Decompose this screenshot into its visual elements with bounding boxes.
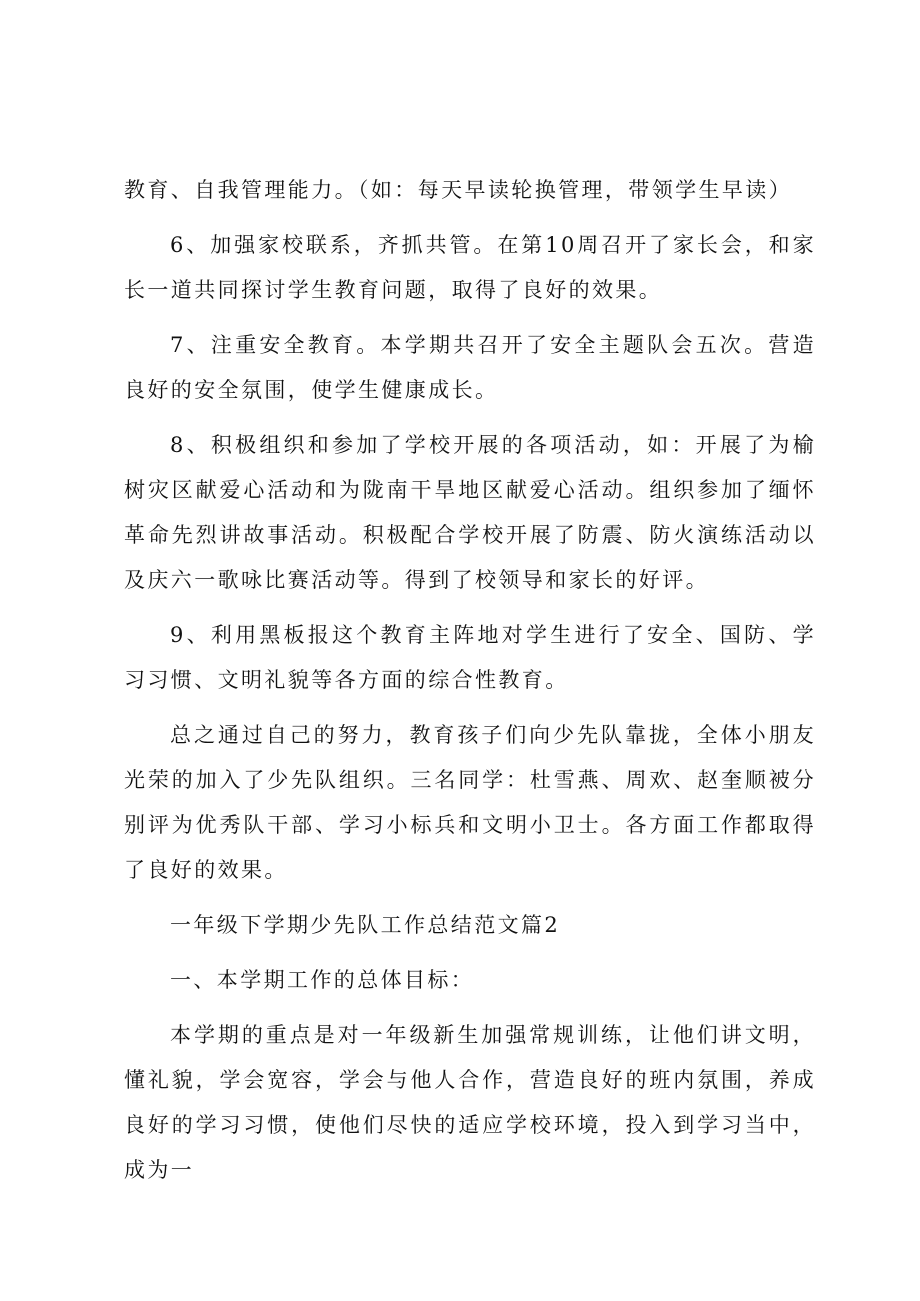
section-subtitle: 一、本学期工作的总体目标：	[170, 968, 475, 992]
paragraph-item-6: 6、加强家校联系，齐抓共管。在第10周召开了家长会，和家长一道共同探讨学生教育问题，取得了良好的效果。	[124, 233, 816, 302]
document-body	[124, 168, 816, 1203]
paragraph-summary: 总之通过自己的努力，教育孩子们向少先队靠拢，全体小朋友光荣的加入了少先队组织。三名同学：杜雪燕、周欢、赵奎顺被分别评为优秀队干部、学习小标兵和文明小卫士。各方面工作都取得了良好的效果。	[124, 723, 816, 882]
paragraph-item-7: 7、注重安全教育。本学期共召开了安全主题队会五次。营造良好的安全氛围，使学生健康成长。	[124, 333, 816, 402]
paragraph-continuation: 教育、自我管理能力。（如：每天早读轮换管理，带领学生早读）	[124, 178, 793, 202]
section-title: 一年级下学期少先队工作总结范文篇2	[170, 913, 561, 937]
paragraph-item-9: 9、利用黑板报这个教育主阵地对学生进行了安全、国防、学习习惯、文明礼貌等各方面的综合性教育。	[124, 623, 816, 692]
paragraph-goals: 本学期的重点是对一年级新生加强常规训练，让他们讲文明，懂礼貌，学会宽容，学会与他人合作，营造良好的班内氛围，养成良好的学习习惯，使他们尽快的适应学校环境，投入到学习当中，成为一	[124, 1023, 816, 1182]
paragraph-item-8: 8、积极组织和参加了学校开展的各项活动，如：开展了为榆树灾区献爱心活动和为陇南干旱地区献爱心活动。组织参加了缅怀革命先烈讲故事活动。积极配合学校开展了防震、防火演练活动以及庆六一歌咏比赛活动等。得到了校领导和家长的好评。	[124, 433, 816, 592]
